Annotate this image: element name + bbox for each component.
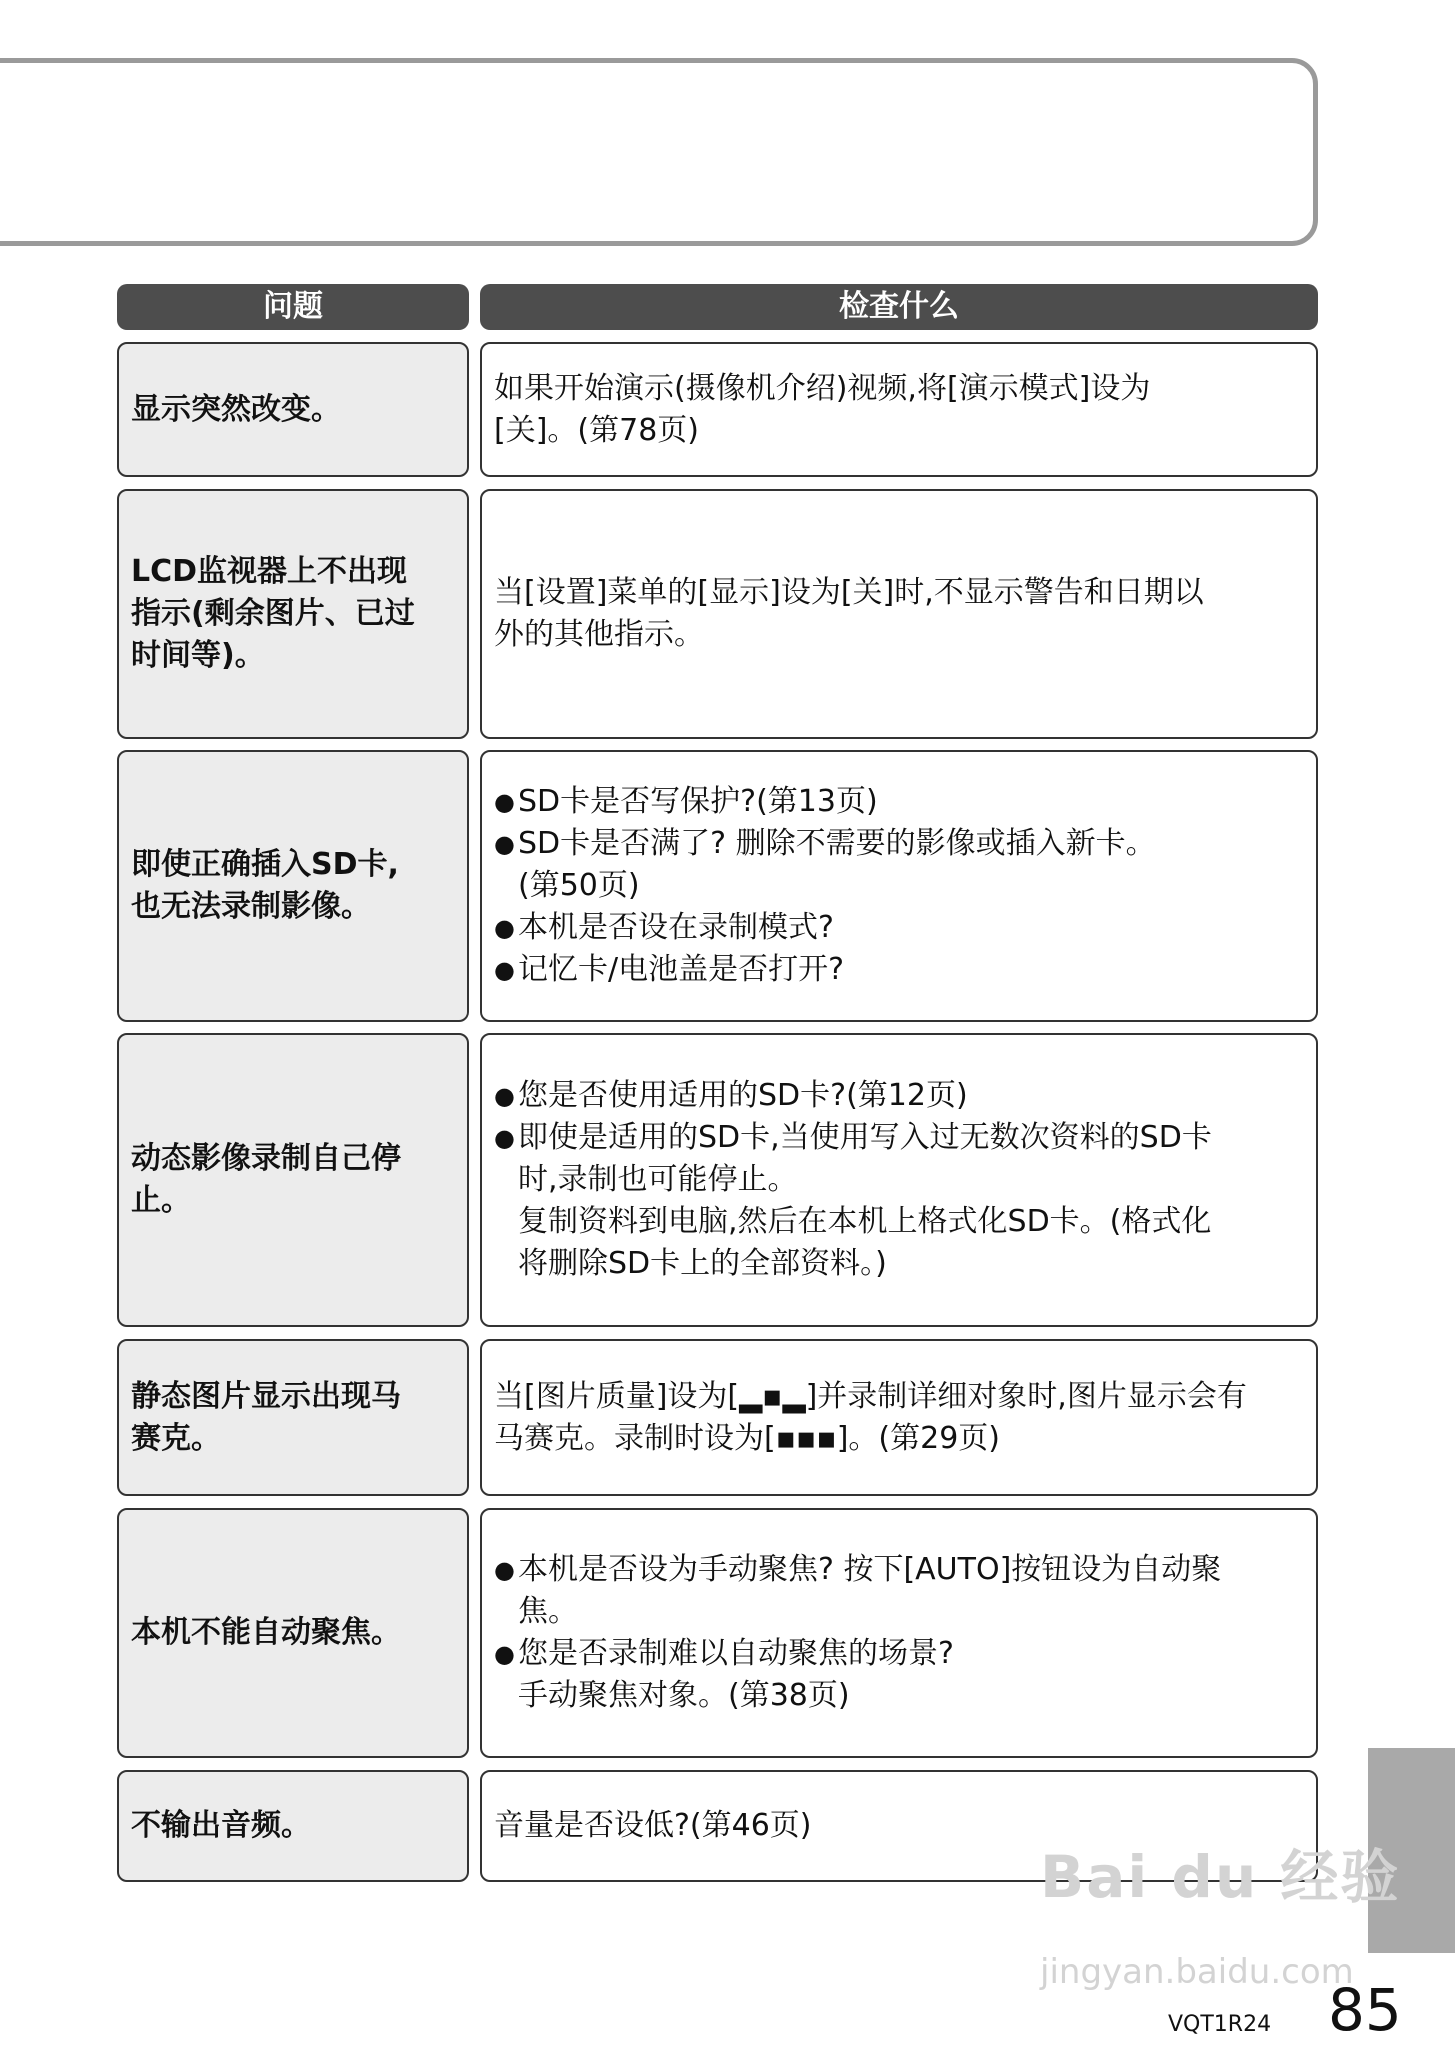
answer-bullet: ● 即使是适用的SD卡,当使用写入过无数次资料的SD卡 时,录制也可能停止。 复制资料到电脑,然后在本机上格式化SD卡。(格式化 将删除SD卡上的全部资料。) xyxy=(494,1117,1212,1285)
watermark-url: jingyan.baidu.com xyxy=(1040,1952,1354,1992)
question-text: 不输出音频。 xyxy=(131,1808,311,1843)
answer-bullet: ● 您是否录制难以自动聚焦的场景? 手动聚焦对象。(第38页) xyxy=(494,1633,1221,1717)
answer-bullet: ● 您是否使用适用的SD卡?(第12页) xyxy=(494,1075,1212,1117)
question-text: 静态图片显示出现马 赛克。 xyxy=(131,1378,401,1456)
answer-list xyxy=(494,781,1156,991)
answer-bullet: ● 记忆卡/电池盖是否打开? xyxy=(494,949,1156,991)
answer-list xyxy=(494,1075,1212,1285)
answer-cell xyxy=(480,342,1318,477)
top-frame xyxy=(0,58,1318,246)
answer-text: 音量是否设低?(第46页) xyxy=(494,1808,812,1843)
doc-code: VQT1R24 xyxy=(1168,2012,1272,2037)
question-cell xyxy=(117,1033,469,1327)
question-cell xyxy=(117,750,469,1022)
question-cell xyxy=(117,1339,469,1496)
page-number: 85 xyxy=(1328,1976,1402,2044)
question-text: LCD监视器上不出现 指示(剩余图片、已过 时间等)。 xyxy=(131,554,415,673)
answer-cell xyxy=(480,1033,1318,1327)
answer-text: 当[图片质量]设为[▂▪▂]并录制详细对象时,图片显示会有 马赛克。录制时设为[▪▪▪]。(第29页) xyxy=(494,1378,1247,1456)
answer-cell xyxy=(480,1339,1318,1496)
answer-cell xyxy=(480,489,1318,739)
question-cell xyxy=(117,1508,469,1758)
answer-text: 当[设置]菜单的[显示]设为[关]时,不显示警告和日期以 外的其他指示。 xyxy=(494,575,1204,652)
question-text: 本机不能自动聚焦。 xyxy=(131,1615,401,1650)
answer-bullet: ● SD卡是否满了? 删除不需要的影像或插入新卡。 (第50页) xyxy=(494,823,1156,907)
question-cell xyxy=(117,489,469,739)
answer-text: 如果开始演示(摄像机介绍)视频,将[演示模式]设为 [关]。(第78页) xyxy=(494,370,1151,448)
question-cell xyxy=(117,342,469,477)
question-text: 显示突然改变。 xyxy=(131,391,341,427)
answer-bullet: ● 本机是否设在录制模式? xyxy=(494,907,1156,949)
answer-cell xyxy=(480,750,1318,1022)
header-question: 问题 xyxy=(117,284,469,330)
answer-bullet: ● 本机是否设为手动聚焦? 按下[AUTO]按钮设为自动聚 焦。 xyxy=(494,1549,1221,1633)
answer-bullet: ● SD卡是否写保护?(第13页) xyxy=(494,781,1156,823)
answer-list xyxy=(494,1549,1221,1717)
watermark-logo: Bai du 经验 xyxy=(1040,1843,1401,1911)
question-text: 动态影像录制自己停 止。 xyxy=(131,1141,401,1218)
header-check: 检查什么 xyxy=(480,284,1318,330)
question-cell xyxy=(117,1770,469,1882)
question-text: 即使正确插入SD卡, 也无法录制影像。 xyxy=(131,847,399,924)
answer-cell xyxy=(480,1508,1318,1758)
